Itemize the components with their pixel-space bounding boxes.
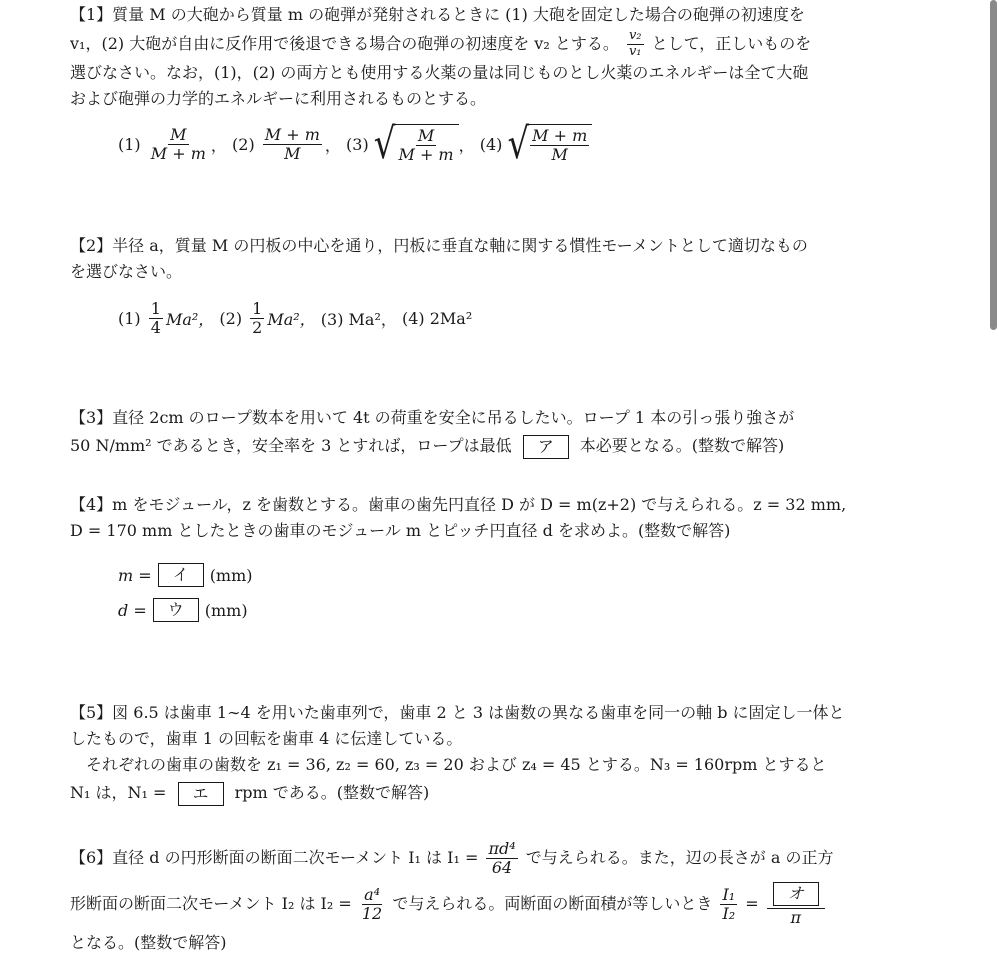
- q3-line-2: 50 N/mm² であるとき，安全率を 3 とすれば，ロープは最低 ア 本必要となる。(整数で解答): [70, 431, 890, 461]
- sqrt-symbol: √: [507, 119, 530, 170]
- question-3: [70, 405, 890, 461]
- answer-box-u[interactable]: ウ: [153, 598, 199, 622]
- q1-line-2: v₁，(2) 大砲が自由に反作用で後退できる場合の砲弾の初速度を v₂ とする。 $\frac{\text{v₂}}{\text{v₁}}$ として，正しいものを: [70, 28, 812, 59]
- q6-i1-fraction: $\frac{\text{πd⁴}}{64}$: [488, 838, 516, 877]
- sqrt-symbol: √: [373, 119, 396, 170]
- q5-line-4: N₁ は，N₁ = エ rpm である。(整数で解答): [70, 778, 890, 808]
- q4-m-row: m = イ (mm): [118, 563, 253, 587]
- q1-line-4: および砲弾の力学的エネルギーに利用されるものとする。: [70, 89, 487, 108]
- answer-box-i[interactable]: イ: [158, 563, 204, 587]
- q6-line-3: となる。(整数で解答): [70, 933, 227, 952]
- q4-line-1: 【4】m をモジュール，z を歯数とする。歯車の歯先円直径 D が D = m(z+2) で与えられる。z = 32 mm,: [70, 495, 847, 514]
- question-5: [70, 700, 890, 808]
- question-1: [70, 2, 890, 112]
- answer-box-e[interactable]: エ: [178, 782, 224, 806]
- q6-answer-fraction: $\frac{\text{オ}}{\pi}$: [767, 882, 825, 927]
- q6-line-2: 形断面の断面二次モーメント I₂ は I₂ = $\frac{\text{a⁴}}{12}$ で与えられる。両断面の断面積が等しいとき $\frac{\text{I₁}}{\text{I₂}}$ = $\frac{\text{オ}}{\pi}$: [70, 878, 890, 930]
- q1-choice-3-sqrt: √ $\frac{M}{M + m}$: [374, 124, 459, 165]
- q4-d-row: d = ウ (mm): [118, 598, 248, 622]
- question-6: [70, 838, 890, 956]
- q1-choice-4-sqrt: √ $\frac{M + m}{M}$: [507, 124, 592, 165]
- q4-line-2: D = 170 mm としたときの歯車のモジュール m とピッチ円直径 d を求めよ。(整数で解答): [70, 521, 731, 540]
- q1-line-3: 選びなさい。なお，(1)，(2) の両方とも使用する火薬の量は同じものとし火薬のエネルギーは全て大砲: [70, 63, 809, 82]
- q1-choice-2-fraction: $\frac{M + m}{M}$: [264, 124, 320, 163]
- answer-box-a[interactable]: ア: [523, 435, 569, 459]
- q3-line-1: 【3】直径 2cm のロープ数本を用いて 4t の荷重を安全に吊るしたい。ロープ 1 本の引っ張り強さが: [70, 408, 795, 427]
- answer-box-o[interactable]: オ: [773, 882, 819, 906]
- q1-choice-1-fraction: $\frac{M}{M + m}$: [150, 124, 206, 163]
- q6-i2-fraction: $\frac{\text{a⁴}}{12}$: [361, 884, 383, 923]
- q2-line-1: 【2】半径 a，質量 M の円板の中心を通り，円板に垂直な軸に関する慣性モーメントとして適切なもの: [70, 236, 808, 255]
- q2-choices: (1) $\frac{1}{4}$ Ma²， (2) $\frac{1}{2}$ Ma²， (3) Ma²， (4) 2Ma²: [118, 299, 473, 338]
- q5-line-2: したもので，歯車 1 の回転を歯車 4 に伝達している。: [70, 729, 463, 748]
- q6-ratio-fraction: $\frac{\text{I₁}}{\text{I₂}}$: [722, 884, 736, 923]
- q5-line-1: 【5】図 6.5 は歯車 1∼4 を用いた歯車列で，歯車 2 と 3 は歯数の異なる歯車を同一の軸 b に固定し一体と: [70, 703, 845, 722]
- q1-ratio-fraction: $\frac{\text{v₂}}{\text{v₁}}$: [628, 28, 642, 59]
- q2-line-2: を選びなさい。: [70, 262, 183, 281]
- q5-line-3: それぞれの歯車の歯数を z₁ = 36, z₂ = 60, z₃ = 20 および z₄ = 45 とする。N₃ = 160rpm とすると: [86, 755, 827, 774]
- q1-choices: (1) $\frac{M}{M + m}$ ， (2) $\frac{M + m}{M}$ ， (3) √ $\frac{M}{M + m}$ ， (4) √ $\frac{M + m}{M}$: [118, 124, 592, 165]
- vertical-scrollbar[interactable]: [990, 0, 997, 330]
- question-4: [70, 492, 890, 544]
- q2-choice-1-fraction: $\frac{1}{4}$: [150, 299, 161, 338]
- question-2: [70, 233, 890, 285]
- q6-line-1: 【6】直径 d の円形断面の断面二次モーメント I₁ は I₁ = $\frac{\text{πd⁴}}{64}$ で与えられる。また，辺の長さが a の正方: [70, 838, 834, 877]
- q1-line-1: 【1】質量 M の大砲から質量 m の砲弾が発射されるときに (1) 大砲を固定した場合の砲弾の初速度を: [70, 5, 805, 24]
- q2-choice-2-fraction: $\frac{1}{2}$: [252, 299, 263, 338]
